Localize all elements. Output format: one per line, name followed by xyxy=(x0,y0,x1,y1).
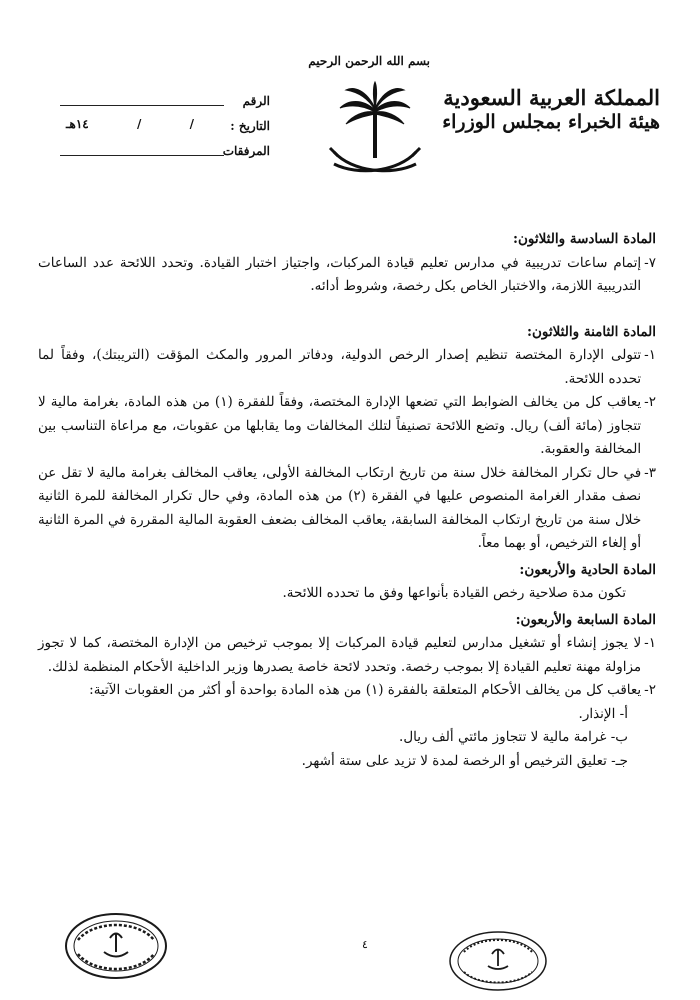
article-36-heading: المادة السادسة والثلاثون: xyxy=(513,231,656,247)
article-41-heading: المادة الحادية والأربعون: xyxy=(519,561,656,578)
paragraph-text: تتولى الإدارة المختصة تنظيم إصدار الرخص الدولية، ودفاتر المرور والمكث المؤقت (التريبتك)، وفقاً لما تحدده اللائحة. xyxy=(38,347,642,387)
date-row xyxy=(60,119,270,144)
secretariat-seal-stamp-icon xyxy=(448,930,548,992)
article-38-paragraph-3 xyxy=(38,462,656,556)
attachments-line xyxy=(60,155,224,156)
date-slash-1: / xyxy=(189,117,194,131)
document-body xyxy=(38,228,656,773)
attachments-label: المرفقات xyxy=(222,144,270,158)
official-seal-stamp-icon xyxy=(64,912,168,980)
paragraph-text: إتمام ساعات تدريبية في مدارس تعليم قيادة المركبات، واجتياز اختبار القيادة. وتحدد اللائحة عدد الساعات التدريبية اللازمة، والاختبار الخاص بكل رخصة، وشروط أدائه. xyxy=(38,254,642,294)
paragraph-text: لا يجوز إنشاء أو تشغيل مدارس لتعليم قيادة المركبات إلا بموجب ترخيص من الإدارة المختصة، كما لا تجوز مزاولة مهنة تعليم القيادة إلا بموجب رخصة. وتحدد لائحة خاصة يصدرها وزير الداخلية الأحكام المنظمة لذلك. xyxy=(38,635,642,675)
date-hijri-suffix: ١٤هـ xyxy=(66,117,89,131)
reference-fields xyxy=(60,94,270,169)
article-47-paragraph-1 xyxy=(38,632,656,679)
paragraph-number: ٣- xyxy=(644,464,656,481)
date-slash-2: / xyxy=(136,117,142,131)
article-38-paragraph-1 xyxy=(38,344,656,391)
paragraph-number: ٢- xyxy=(644,394,656,410)
org-name-line1: المملكة العربية السعودية xyxy=(443,85,660,110)
paragraph-text: يعاقب كل من يخالف الضوابط التي تضعها الإدارة المختصة، وفقاً للفقرة (١) من هذه المادة، بغرامة مالية لا تتجاوز (مائة ألف) ريال. وتضع اللائحة تصنيفاً لتلك المخالفات وما يقابلها من عقوبات، مع مراعاة التناسب بين المخالفة والعقوبة. xyxy=(38,394,642,457)
article-38-heading: المادة الثامنة والثلاثون: xyxy=(526,323,656,340)
article-38-paragraph-2 xyxy=(38,391,656,462)
paragraph-number: ٧- xyxy=(644,254,656,271)
paragraph-number: ١- xyxy=(644,347,656,363)
page-number: ٤ xyxy=(362,938,368,951)
article-47-paragraph-2 xyxy=(38,679,656,703)
date-label: التاريخ : xyxy=(230,119,270,133)
basmala: بسم الله الرحمن الرحيم xyxy=(308,54,430,68)
paragraph-number: ١- xyxy=(644,635,656,651)
reference-number-row xyxy=(60,94,270,119)
penalty-item-a: أ- الإنذار. xyxy=(578,705,628,722)
paragraph-number: ٢- xyxy=(644,682,656,698)
article-36-paragraph-7 xyxy=(38,252,656,299)
reference-number-line xyxy=(60,105,224,106)
penalty-item-c: جـ- تعليق الترخيص أو الرخصة لمدة لا تزيد على ستة أشهر. xyxy=(301,752,628,769)
attachments-row xyxy=(60,144,270,169)
paragraph-text: يعاقب كل من يخالف الأحكام المتعلقة بالفقرة (١) من هذه المادة بواحدة أو أكثر من العقوبات الآتية: xyxy=(89,682,642,698)
org-name-line2: هيئة الخبراء بمجلس الوزراء xyxy=(442,111,660,133)
penalty-item-b: ب- غرامة مالية لا تتجاوز مائتي ألف ريال. xyxy=(399,729,628,745)
article-47-heading: المادة السابعة والأربعون: xyxy=(515,611,656,628)
letterhead-organization xyxy=(442,85,660,134)
article-41-text: تكون مدة صلاحية رخص القيادة بأنواعها وفق ما تحدده اللائحة. xyxy=(282,585,626,601)
paragraph-text: في حال تكرار المخالفة خلال سنة من تاريخ ارتكاب المخالفة الأولى، يعاقب المخالف بغرامة مالية لا تقل عن نصف مقدار الغرامة المنصوص عليها في الفقرة (٢) من هذه المادة، وفي حال تكرار المخالفة للمرة الثانية خلال سنة من تاريخ ارتكاب المخالفة السابقة، يعاقب المخالف بضعف العقوبة المالية المقررة في المرة الثانية أو إلغاء الترخيص، أو بهما معاً. xyxy=(38,464,642,551)
reference-number-label: الرقم xyxy=(242,94,270,108)
date-value xyxy=(60,117,224,131)
saudi-emblem-icon xyxy=(322,80,428,184)
